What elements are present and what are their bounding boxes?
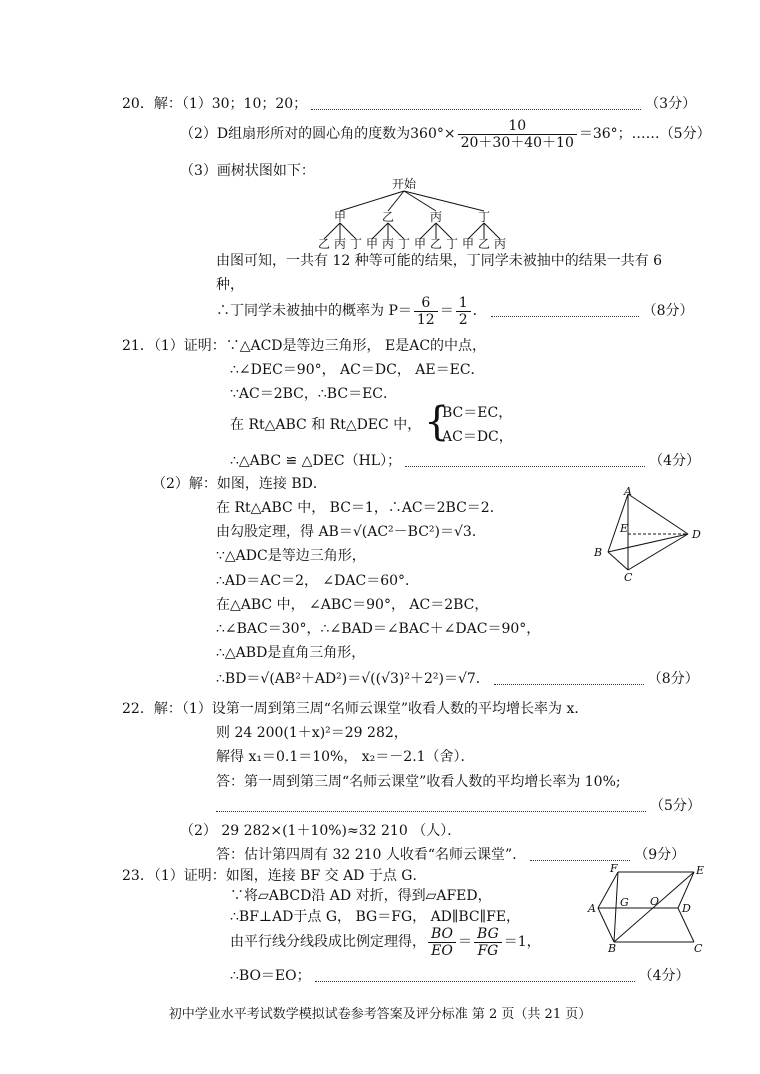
tree-l1: 乙 [381, 210, 395, 224]
q21-part1-score: （4分） [649, 453, 701, 469]
q21-b6: ∴∠BAC＝30°，∴∠BAD＝∠BAC＋∠DAC＝90°， [216, 621, 541, 637]
tree-l2: 甲 [461, 237, 475, 249]
q21-part2-score: （8分） [647, 671, 699, 687]
q23-part1-score: （4分） [638, 968, 690, 984]
q21-b1: 在 Rt△ABC 中， BC＝1，∴AC＝2BC＝2． [216, 500, 504, 516]
q22-a4 [216, 797, 701, 815]
q20-part1-score: （3分） [645, 96, 697, 112]
q23-fig-label-b: B [608, 942, 617, 952]
tree-l2: 乙 [477, 237, 491, 249]
q22-a3: 答：第一周到第三周“名师云课堂”收看人数的平均增长率为 10%; [216, 774, 621, 790]
q23-a1: ∵将▱ABCD沿 AD 对折，得到▱AFED， [230, 888, 492, 904]
tree-l1: 丁 [477, 210, 491, 224]
q20-line4b: 种， [216, 277, 244, 293]
q21-a3: 在 Rt△ABC 和 Rt△DEC 中， [230, 417, 422, 433]
q21-b7: ∴△ABD是直角三角形， [216, 645, 366, 661]
q22-a0: 22．解：（1）设第一周到第三周“名师云课堂”收看人数的平均增长率为 x． [122, 701, 589, 717]
q20-line3: （3）画树状图如下： [180, 163, 315, 179]
tree-l2: 丁 [445, 237, 459, 249]
q21-a0: 21．（1）证明：∵△ACD是等边三角形， E是AC的中点， [122, 338, 487, 354]
tree-l2: 丙 [493, 237, 507, 249]
tree-l2: 丁 [397, 237, 411, 249]
q20-part3-score: （8分） [642, 303, 694, 319]
q21-a1: ∴∠DEC＝90°， AC＝DC， AE＝EC． [230, 362, 485, 378]
q21-brace: { [424, 399, 450, 445]
q21-b2: 由勾股定理，得 AB＝√(AC²－BC²)＝√3． [216, 524, 486, 540]
q21-a2: ∵AC＝2BC，∴BC＝EC． [230, 386, 397, 402]
q23-geometry-figure [582, 862, 706, 952]
q21-b8: ∴BD＝√(AB²＋AD²)＝√((√3)²＋2²)＝√7． （8分） [216, 671, 699, 687]
q20-part1: 20．解：（1）30；10；20； [122, 96, 308, 112]
q22-a2: 解得 x₁＝0.1＝10%， x₂＝－2.1（舍）． [216, 749, 475, 765]
q23-fig-label-e: E [696, 864, 705, 877]
tree-l2: 乙 [317, 237, 331, 249]
tree-root: 开始 [391, 177, 417, 191]
tree-l2: 乙 [429, 237, 443, 249]
q20-line4a: 由图可知，一共有 12 种等可能的结果，丁同学未被抽中的结果一共有 6 [216, 253, 663, 269]
q22-b0: （2） 29 282×(1＋10%)≈32 210 （人）． [180, 823, 462, 839]
q21-b4: ∴AD＝AC＝2， ∠DAC＝60°． [216, 573, 420, 589]
q22-a1: 则 24 200(1＋x)²＝29 282， [216, 725, 408, 741]
q20-fraction: $\frac{10}{20+30+40+10}$ [458, 118, 577, 151]
q23-fig-label-g: G [620, 896, 629, 909]
q23-fig-label-f: F [610, 862, 618, 875]
q21-fig-label-b: B [594, 546, 603, 559]
q22-part1-score: （5分） [650, 798, 701, 814]
tree-l2: 甲 [413, 237, 427, 249]
q21-fig-label-e: E [620, 522, 629, 535]
q23-a4: ∴BO＝EO； （4分） [230, 968, 690, 984]
tree-l2: 丙 [333, 237, 347, 249]
q23-fig-label-d: D [682, 902, 691, 915]
q21-fig-label-a: A [624, 486, 632, 498]
tree-l1: 丙 [429, 210, 443, 224]
q23-fig-label-a: A [588, 902, 596, 915]
q23-a3: 由平行线分线段成比例定理得， $\frac{BO}{EO}$ ＝ $\frac{BG}{FG}$ ＝1， [230, 925, 541, 959]
q23-fig-label-o: O [650, 895, 660, 908]
q21-fig-label-d: D [692, 528, 701, 541]
tree-l2: 甲 [365, 237, 379, 249]
probability-tree-diagram [312, 177, 532, 249]
q20-part2-score: （5分） [659, 126, 711, 142]
q21-geometry-figure [588, 486, 708, 582]
q22-b1: 答：估计第四周有 32 210 人收看“名师云课堂”． （9分） [216, 847, 686, 863]
q20-line1 [122, 95, 696, 113]
q22-part2-score: （9分） [634, 847, 686, 863]
q21-fig-label-c: C [624, 571, 633, 582]
q21-b5: 在△ABC 中， ∠ABC＝90°， AC＝2BC， [216, 597, 489, 613]
q21-a3-b1: BC＝EC， [442, 405, 513, 421]
page-footer: 初中学业水平考试数学模拟试卷参考答案及评分标准 第 2 页（共 21 页） [168, 1007, 592, 1022]
q23-a2: ∴BF⊥AD于点 G， BG＝FG， AD∥BC∥FE， [230, 909, 521, 925]
q21-b0: （2）解：如图，连接 BD． [152, 476, 327, 492]
q20-line5: ∴丁同学未被抽中的概率为 P＝ $\frac{6}{12}$ ＝ $\frac{1}{2}$ ． （8分） [216, 294, 694, 328]
q20-line2: （2）D组扇形所对的圆心角的度数为360°× $\frac{10}{20+30+40+10}$ ＝36°；……（5分） [180, 117, 711, 151]
tree-l2: 丙 [381, 237, 395, 249]
q23-a0: 23．（1）证明：如图，连接 BF 交 AD 于点 G． [122, 868, 427, 884]
q23-fig-label-c: C [694, 942, 703, 952]
tree-l2: 丁 [349, 237, 363, 249]
q21-b3: ∵△ADC是等边三角形， [216, 548, 366, 564]
q21-a4: ∴△ABC ≌ △DEC（HL）； （4分） [230, 453, 701, 469]
q21-a3-b2: AC＝DC， [442, 429, 513, 445]
tree-l1: 甲 [333, 210, 347, 224]
